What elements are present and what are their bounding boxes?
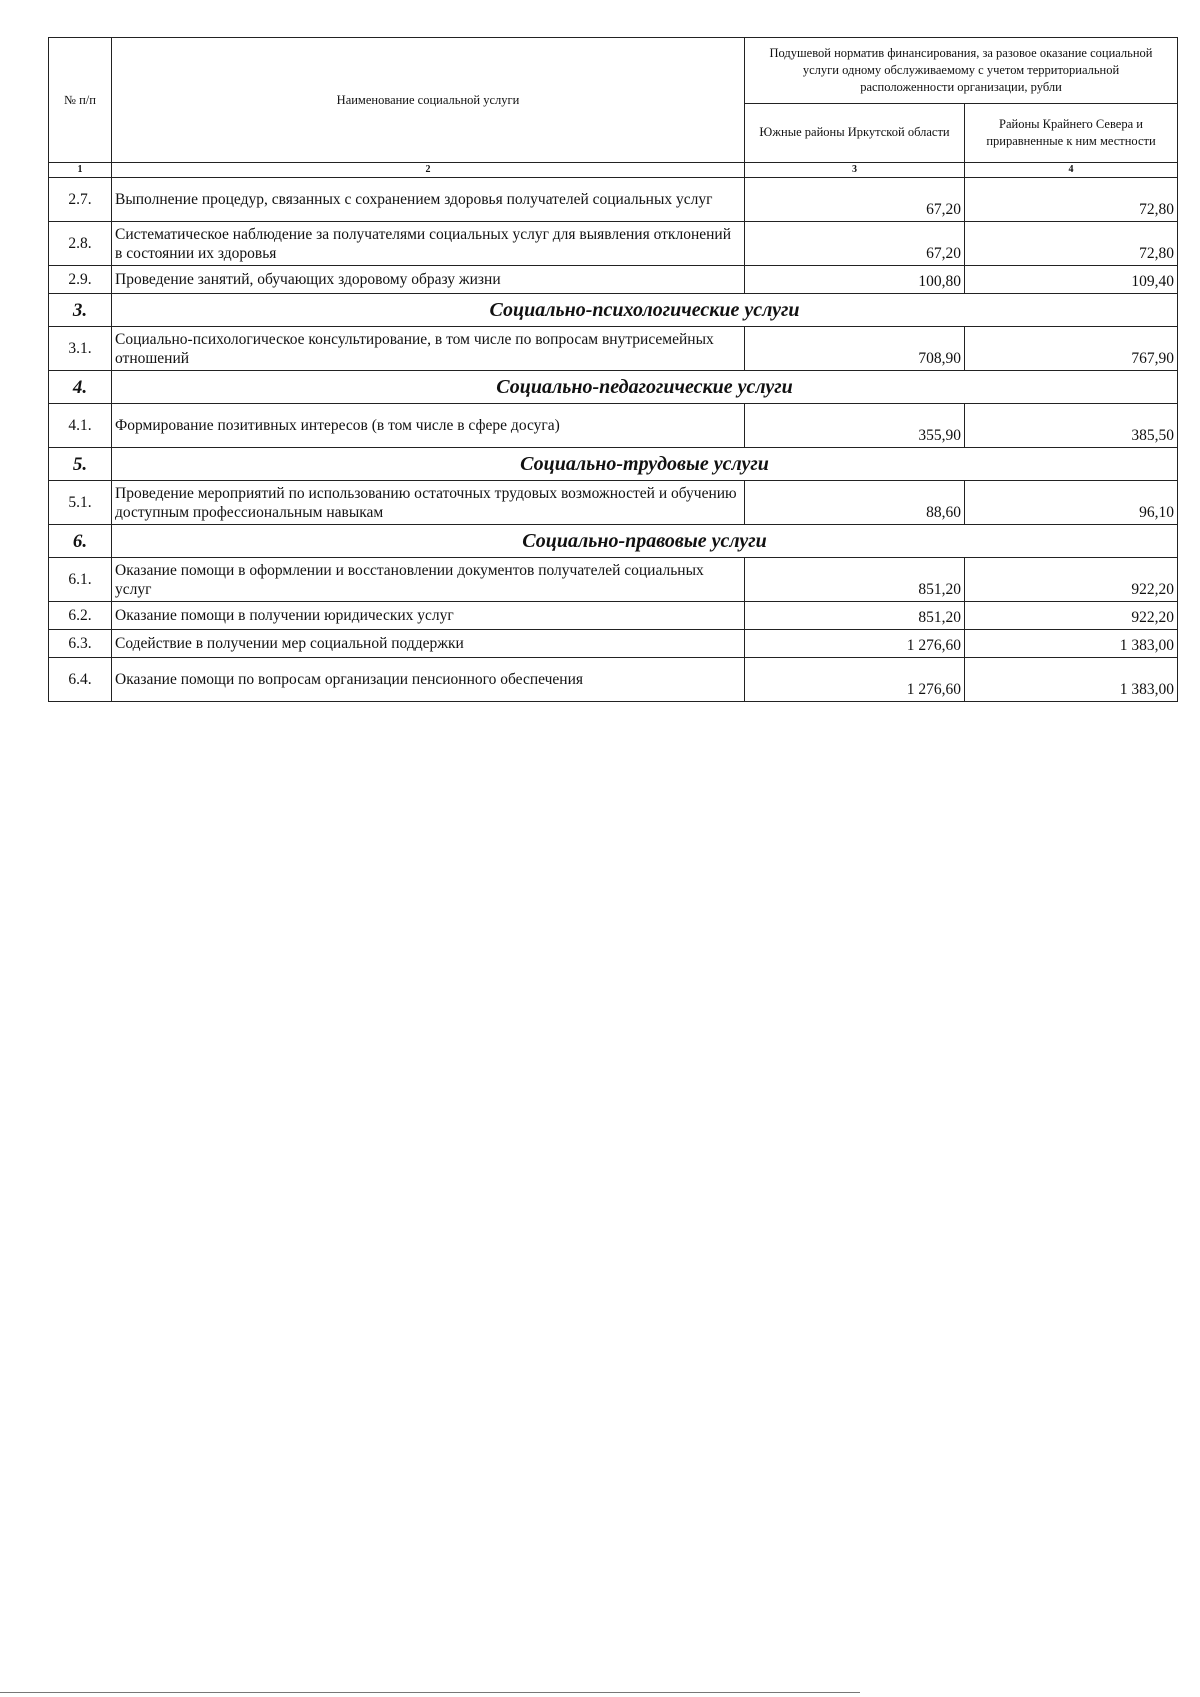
scan-edge-line: [0, 1692, 860, 1693]
section-number: 4.: [49, 371, 112, 404]
header-south-regions: Южные районы Иркутской области: [745, 103, 965, 162]
row-number: 6.4.: [49, 658, 112, 702]
south-regions-value: 851,20: [745, 602, 965, 630]
north-regions-value: 72,80: [965, 222, 1178, 266]
north-regions-value: 922,20: [965, 558, 1178, 602]
north-regions-value: 385,50: [965, 404, 1178, 448]
row-number: 5.1.: [49, 481, 112, 525]
table-row: [49, 178, 1178, 222]
header-number: № п/п: [49, 38, 112, 163]
section-row: [49, 371, 1178, 404]
service-name: Проведение занятий, обучающих здоровому образу жизни: [112, 266, 745, 294]
south-regions-value: 67,20: [745, 178, 965, 222]
index-cell: 3: [745, 163, 965, 178]
index-cell: 1: [49, 163, 112, 178]
service-name: Оказание помощи в оформлении и восстановлении документов получателей социальных услуг: [112, 558, 745, 602]
south-regions-value: 1 276,60: [745, 658, 965, 702]
section-title: Социально-правовые услуги: [112, 525, 1178, 558]
row-number: 6.3.: [49, 630, 112, 658]
section-number: 6.: [49, 525, 112, 558]
north-regions-value: 767,90: [965, 327, 1178, 371]
south-regions-value: 88,60: [745, 481, 965, 525]
section-row: [49, 448, 1178, 481]
south-regions-value: 708,90: [745, 327, 965, 371]
service-name: Формирование позитивных интересов (в том числе в сфере досуга): [112, 404, 745, 448]
south-regions-value: 355,90: [745, 404, 965, 448]
table-row: [49, 222, 1178, 266]
service-name: Социально-психологическое консультирование, в том числе по вопросам внутрисемейных отношений: [112, 327, 745, 371]
section-row: [49, 525, 1178, 558]
service-name: Содействие в получении мер социальной поддержки: [112, 630, 745, 658]
table-row: [49, 658, 1178, 702]
row-number: 3.1.: [49, 327, 112, 371]
north-regions-value: 96,10: [965, 481, 1178, 525]
north-regions-value: 1 383,00: [965, 630, 1178, 658]
section-title: Социально-трудовые услуги: [112, 448, 1178, 481]
section-number: 5.: [49, 448, 112, 481]
table-row: [49, 266, 1178, 294]
tariff-table-sheet: [48, 37, 1177, 702]
header-north-regions: Районы Крайнего Севера и приравненные к ним местности: [965, 103, 1178, 162]
row-number: 2.8.: [49, 222, 112, 266]
section-row: [49, 294, 1178, 327]
index-cell: 2: [112, 163, 745, 178]
tariff-table: [48, 37, 1178, 702]
table-row: [49, 327, 1178, 371]
service-name: Выполнение процедур, связанных с сохранением здоровья получателей социальных услуг: [112, 178, 745, 222]
south-regions-value: 100,80: [745, 266, 965, 294]
section-title: Социально-педагогические услуги: [112, 371, 1178, 404]
table-row: [49, 602, 1178, 630]
table-row: [49, 558, 1178, 602]
section-title: Социально-психологические услуги: [112, 294, 1178, 327]
header-service-name: Наименование социальной услуги: [112, 38, 745, 163]
north-regions-value: 109,40: [965, 266, 1178, 294]
table-row: [49, 481, 1178, 525]
service-name: Проведение мероприятий по использованию остаточных трудовых возможностей и обучению доступным профессиональным навыкам: [112, 481, 745, 525]
south-regions-value: 67,20: [745, 222, 965, 266]
service-name: Оказание помощи по вопросам организации пенсионного обеспечения: [112, 658, 745, 702]
table-body: [49, 178, 1178, 702]
service-name: Оказание помощи в получении юридических услуг: [112, 602, 745, 630]
north-regions-value: 922,20: [965, 602, 1178, 630]
row-number: 2.9.: [49, 266, 112, 294]
header-funding-norm: Подушевой норматив финансирования, за разовое оказание социальной услуги одному обслуживаемому с учетом территориальной расположенности организации, рубли: [745, 38, 1178, 104]
north-regions-value: 1 383,00: [965, 658, 1178, 702]
south-regions-value: 1 276,60: [745, 630, 965, 658]
north-regions-value: 72,80: [965, 178, 1178, 222]
row-number: 2.7.: [49, 178, 112, 222]
table-row: [49, 630, 1178, 658]
index-cell: 4: [965, 163, 1178, 178]
table-row: [49, 404, 1178, 448]
row-number: 6.1.: [49, 558, 112, 602]
section-number: 3.: [49, 294, 112, 327]
south-regions-value: 851,20: [745, 558, 965, 602]
row-number: 4.1.: [49, 404, 112, 448]
row-number: 6.2.: [49, 602, 112, 630]
service-name: Систематическое наблюдение за получателями социальных услуг для выявления отклонений в состоянии их здоровья: [112, 222, 745, 266]
